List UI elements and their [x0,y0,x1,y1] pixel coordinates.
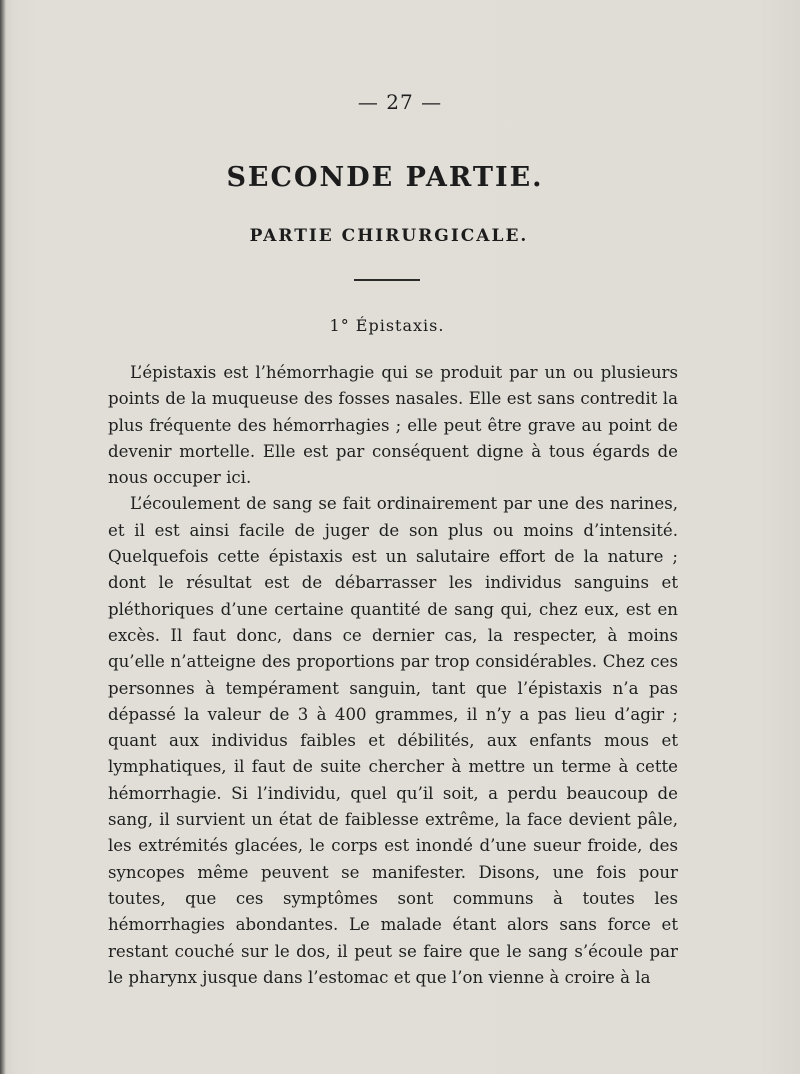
part-title: SECONDE PARTIE. [226,162,544,193]
part-subtitle: PARTIE CHIRURGICALE. [249,226,529,246]
page-number: — 27 — [357,90,443,114]
section-heading: 1° Épistaxis. [329,316,445,335]
paragraph-2: L’écoulement de sang se fait ordinairement par une des narines, et il est ainsi facile de juger de son plus ou moins d’intensité. Quelquefois cette épistaxis est un salutaire effort de la nature ; dont le résultat est de débarrasser les individus sanguins et pléthoriques d’une certaine quantité de sang qui, chez eux, est en excès. Il faut donc, dans ce dernier cas, la respecter, à moins qu’elle n’atteigne des proportions par trop considérables. Chez ces personnes à tempérament sanguin, tant que l’épistaxis n’a pas dépassé la valeur de 3 à 400 grammes, il n’y a pas lieu d’agir ; quant aux individus faibles et débilités, aux enfants mous et lymphatiques, il faut de suite chercher à mettre un terme à cette hémorrhagie. Si l’individu, quel qu’il soit, a perdu beaucoup de sang, il survient un état de faiblesse extrême, la face devient pâle, les extrémités glacées, le corps est inondé d’une sueur froide, des syncopes même peuvent se manifester. Disons, une fois pour toutes, que ces symptômes sont communs à toutes les hémorrhagies abondantes. Le malade étant alors sans force et restant couché sur le dos, il peut se faire que le sang s’écoule par le pharynx jusque dans l’estomac et que l’on vienne à croire à la [108,494,678,987]
paragraph-1: L’épistaxis est l’hémorrhagie qui se produit par un ou plusieurs points de la muqueuse des fosses nasales. Elle est sans contredit la plus fréquente des hémorrhagies ; elle peut être grave au point de devenir mortelle. Elle est par conséquent digne à tous égards de nous occuper ici. [108,363,678,488]
body-text [108,360,678,991]
section-divider [354,279,420,281]
